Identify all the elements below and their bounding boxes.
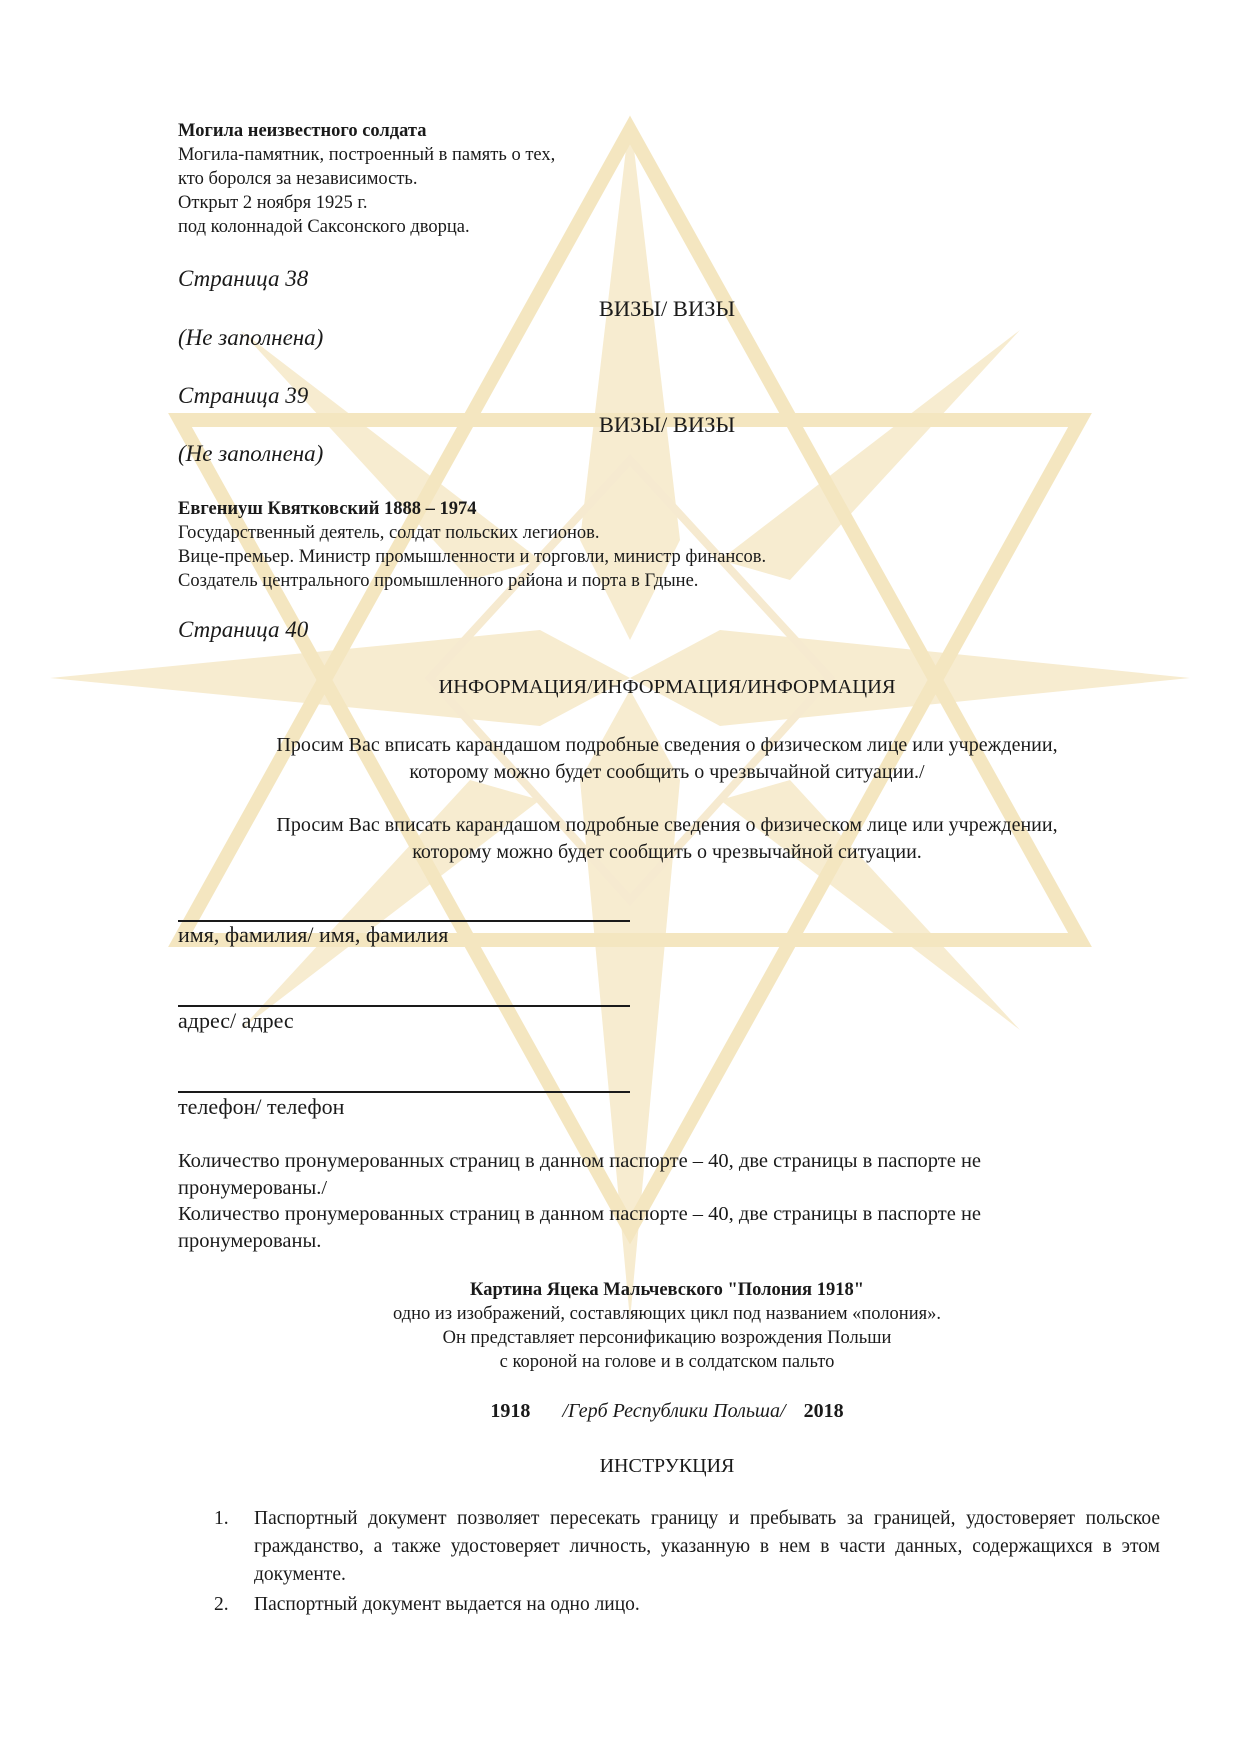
instruction-text: Паспортный документ выдается на одно лицо. [254,1594,640,1615]
pages-note-line: Количество пронумерованных страниц в данном паспорте – 40, две страницы в паспорте не [178,1203,982,1225]
painting-line: одно из изображений, составляющих цикл под названием «полония». [393,1304,941,1324]
year-left: 1918 [490,1400,531,1422]
instruction-number: 1. [214,1508,229,1529]
name-field-label: имя, фамилия/ имя, фамилия [178,922,449,947]
instruction-list [214,1505,1160,1621]
painting-title: Картина Яцека Мальчевского "Полония 1918" [470,1280,864,1300]
painting-line: с короной на голове и в солдатском пальто [499,1352,835,1372]
tomb-line: под колоннадой Саксонского дворца. [178,217,470,237]
kwiatkowski-section [178,497,766,593]
page-39-heading: ВИЗЫ/ ВИЗЫ [598,412,736,437]
painting-section [0,1278,1241,1374]
kwiatkowski-title: Евгениуш Квятковский 1888 – 1974 [178,499,477,519]
page-38-heading: ВИЗЫ/ ВИЗЫ [598,296,736,321]
pages-note-line: Количество пронумерованных страниц в данном паспорте – 40, две страницы в паспорте не [178,1150,982,1172]
request-line: Просим Вас вписать карандашом подробные сведения о физическом лице или учреждении, [276,734,1058,756]
tomb-title: Могила неизвестного солдата [178,121,427,141]
pages-note-line: пронумерованы./ [178,1176,328,1199]
kwiatkowski-line: Вице-премьер. Министр промышленности и торговли, министр финансов. [178,547,767,567]
tomb-line: Открыт 2 ноября 1925 г. [178,193,368,213]
year-right: 2018 [803,1400,844,1422]
phone-field-label: телефон/ телефон [178,1094,345,1119]
pages-note-line: пронумерованы. [178,1229,322,1252]
kwiatkowski-line: Государственный деятель, солдат польских легионов. [178,523,600,543]
coat-of-arms-line [0,1400,1241,1423]
request-line: Просим Вас вписать карандашом подробные сведения о физическом лице или учреждении, [276,814,1058,836]
page-38-note: (Не заполнена) [178,325,324,350]
request-line: которому можно будет сообщить о чрезвычайной ситуации. [412,841,922,863]
address-field-label: адрес/ адрес [178,1008,294,1033]
kwiatkowski-line: Создатель центрального промышленного района и порта в Гдыне. [178,571,699,591]
emergency-request-1 [0,732,1241,786]
page-40-heading: ИНФОРМАЦИЯ/ИНФОРМАЦИЯ/ИНФОРМАЦИЯ [438,676,896,698]
tomb-line: Могила-памятник, построенный в память о тех, [178,145,556,165]
instruction-number: 2. [214,1594,229,1615]
phone-field-line[interactable] [178,1091,630,1093]
pages-count-note [178,1148,981,1254]
emergency-request-2 [0,812,1241,866]
request-line: которому можно будет сообщить о чрезвычайной ситуации./ [409,761,925,783]
instruction-item [214,1591,1160,1619]
tomb-line: кто боролся за независимость. [178,169,418,189]
tomb-section [178,119,555,239]
coat-of-arms-label: /Герб Республики Польша/ [562,1400,786,1422]
page-39-label: Страница 39 [178,383,309,408]
painting-line: Он представляет персонификацию возрождения Польши [442,1328,892,1348]
instruction-heading: ИНСТРУКЦИЯ [599,1455,735,1477]
page-40-label: Страница 40 [178,617,309,642]
page-38-label: Страница 38 [178,266,309,291]
address-field-line[interactable] [178,1005,630,1007]
instruction-text: Паспортный документ позволяет пересекать границу и пребывать за границей, удостоверяет польское гражданство, а также удостоверяет личность, указанную в нем в части данных, содержащихся в этом документе. [254,1508,1160,1585]
instruction-item [214,1505,1160,1589]
page-39-note: (Не заполнена) [178,441,324,466]
